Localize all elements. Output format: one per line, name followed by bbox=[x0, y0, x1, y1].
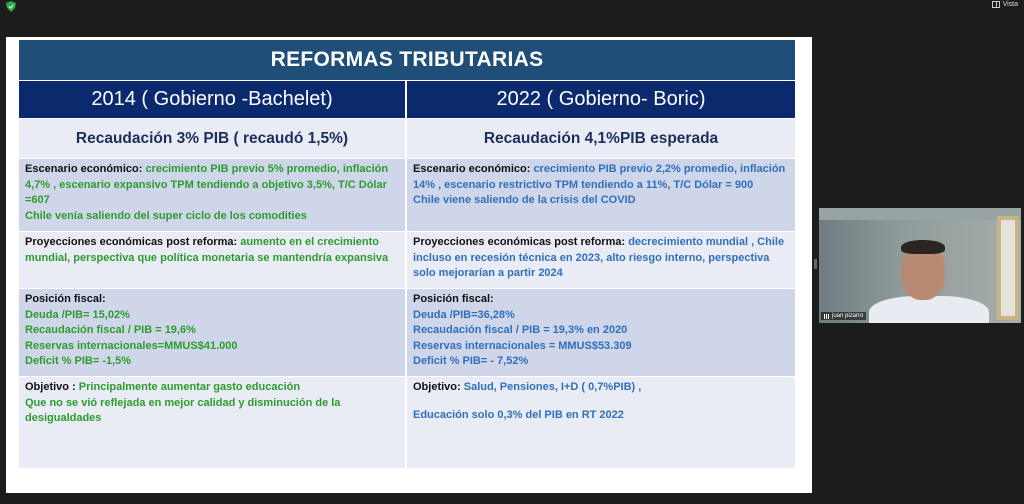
fiscal-line: Deficit % PIB= -1,5% bbox=[25, 355, 132, 367]
left-column-2014 bbox=[19, 81, 405, 468]
participant-hair bbox=[901, 240, 945, 254]
top-bar bbox=[0, 0, 1024, 14]
right-scenario-cell bbox=[407, 158, 795, 231]
projections-label: Proyecciones económicas post reforma: bbox=[413, 236, 626, 248]
view-label: Vista bbox=[1002, 1, 1018, 8]
scenario-label: Escenario económico: bbox=[25, 163, 143, 175]
objective-text: Principalmente aumentar gasto educación bbox=[78, 381, 301, 393]
projections-text: aumento en el crecimiento mundial, perspectiva que política monetaria se mantendría expansiva bbox=[25, 236, 389, 264]
video-window bbox=[997, 216, 1019, 320]
fiscal-line: Deuda /PIB=36,28% bbox=[413, 308, 515, 321]
shield-icon bbox=[6, 1, 16, 12]
right-fiscal-cell bbox=[407, 288, 795, 376]
fiscal-line: Deficit % PIB= - 7,52% bbox=[413, 355, 529, 367]
fiscal-label: Posición fiscal: bbox=[25, 293, 106, 305]
scenario-text: crecimiento PIB previo 5% promedio, inflación 4,7% , escenario expansivo TPM tendiendo a objetivo 3,5%, T/C Dólar =607 bbox=[25, 163, 389, 206]
fiscal-line: Reservas internacionales=MMUS$41.000 bbox=[25, 339, 238, 352]
fiscal-label: Posición fiscal: bbox=[413, 293, 494, 305]
right-column-2022 bbox=[407, 81, 795, 468]
objective-extra: Que no se vió reflejada en mejor calidad y disminución de la desigualdades bbox=[25, 396, 341, 424]
shared-slide bbox=[6, 37, 812, 493]
fiscal-line: Recaudación fiscal / PIB = 19,6% bbox=[25, 324, 196, 336]
scenario-extra: Chile venía saliendo del super ciclo de los comodities bbox=[25, 209, 307, 222]
left-column-header: 2014 ( Gobierno -Bachelet) bbox=[19, 81, 405, 118]
participant-name-tag bbox=[821, 312, 866, 320]
left-objective-cell bbox=[19, 376, 405, 468]
scenario-label: Escenario económico: bbox=[413, 163, 531, 175]
left-revenue-target: Recaudación 3% PIB ( recaudó 1,5%) bbox=[19, 118, 405, 158]
view-button[interactable] bbox=[992, 1, 1018, 8]
scenario-text: crecimiento PIB previo 2,2% promedio, inflación 14% , escenario restrictivo TPM tendiendo a 11%, T/C Dólar = 900 bbox=[413, 163, 786, 191]
grid-view-icon bbox=[992, 1, 1000, 8]
objective-label: Objetivo: bbox=[413, 381, 461, 393]
left-fiscal-cell bbox=[19, 288, 405, 376]
video-ceiling bbox=[819, 208, 1021, 220]
fiscal-line: Deuda /PIB= 15,02% bbox=[25, 308, 130, 321]
panel-resize-handle[interactable] bbox=[814, 259, 817, 269]
projections-label: Proyecciones económicas post reforma: bbox=[25, 236, 238, 248]
right-projections-cell bbox=[407, 231, 795, 288]
left-scenario-cell bbox=[19, 158, 405, 231]
left-projections-cell bbox=[19, 231, 405, 288]
objective-label: Objetivo : bbox=[25, 381, 76, 393]
spacer bbox=[413, 396, 789, 408]
signal-bars-icon bbox=[824, 314, 830, 319]
right-revenue-target: Recaudación 4,1%PIB esperada bbox=[407, 118, 795, 158]
fiscal-line: Recaudación fiscal / PIB = 19,3% en 2020 bbox=[413, 324, 628, 336]
right-column-header: 2022 ( Gobierno- Boric) bbox=[407, 81, 795, 118]
participant-shirt bbox=[869, 296, 989, 323]
participant-video-tile[interactable] bbox=[819, 208, 1021, 323]
slide-title: REFORMAS TRIBUTARIAS bbox=[19, 40, 795, 80]
objective-text: Salud, Pensiones, I+D ( 0,7%PIB) , bbox=[463, 381, 642, 393]
participant-name: juan pizarro bbox=[832, 313, 864, 319]
fiscal-line: Reservas internacionales = MMUS$53.309 bbox=[413, 339, 632, 352]
projections-text: decrecimiento mundial , Chile incluso en recesión técnica en 2023, alto riesgo interno, perspectiva solo mejorarían a partir 2024 bbox=[413, 236, 785, 279]
right-objective-cell bbox=[407, 376, 795, 468]
scenario-extra: Chile viene saliendo de la crisis del COVID bbox=[413, 194, 636, 206]
objective-extra: Educación solo 0,3% del PIB en RT 2022 bbox=[413, 408, 624, 421]
